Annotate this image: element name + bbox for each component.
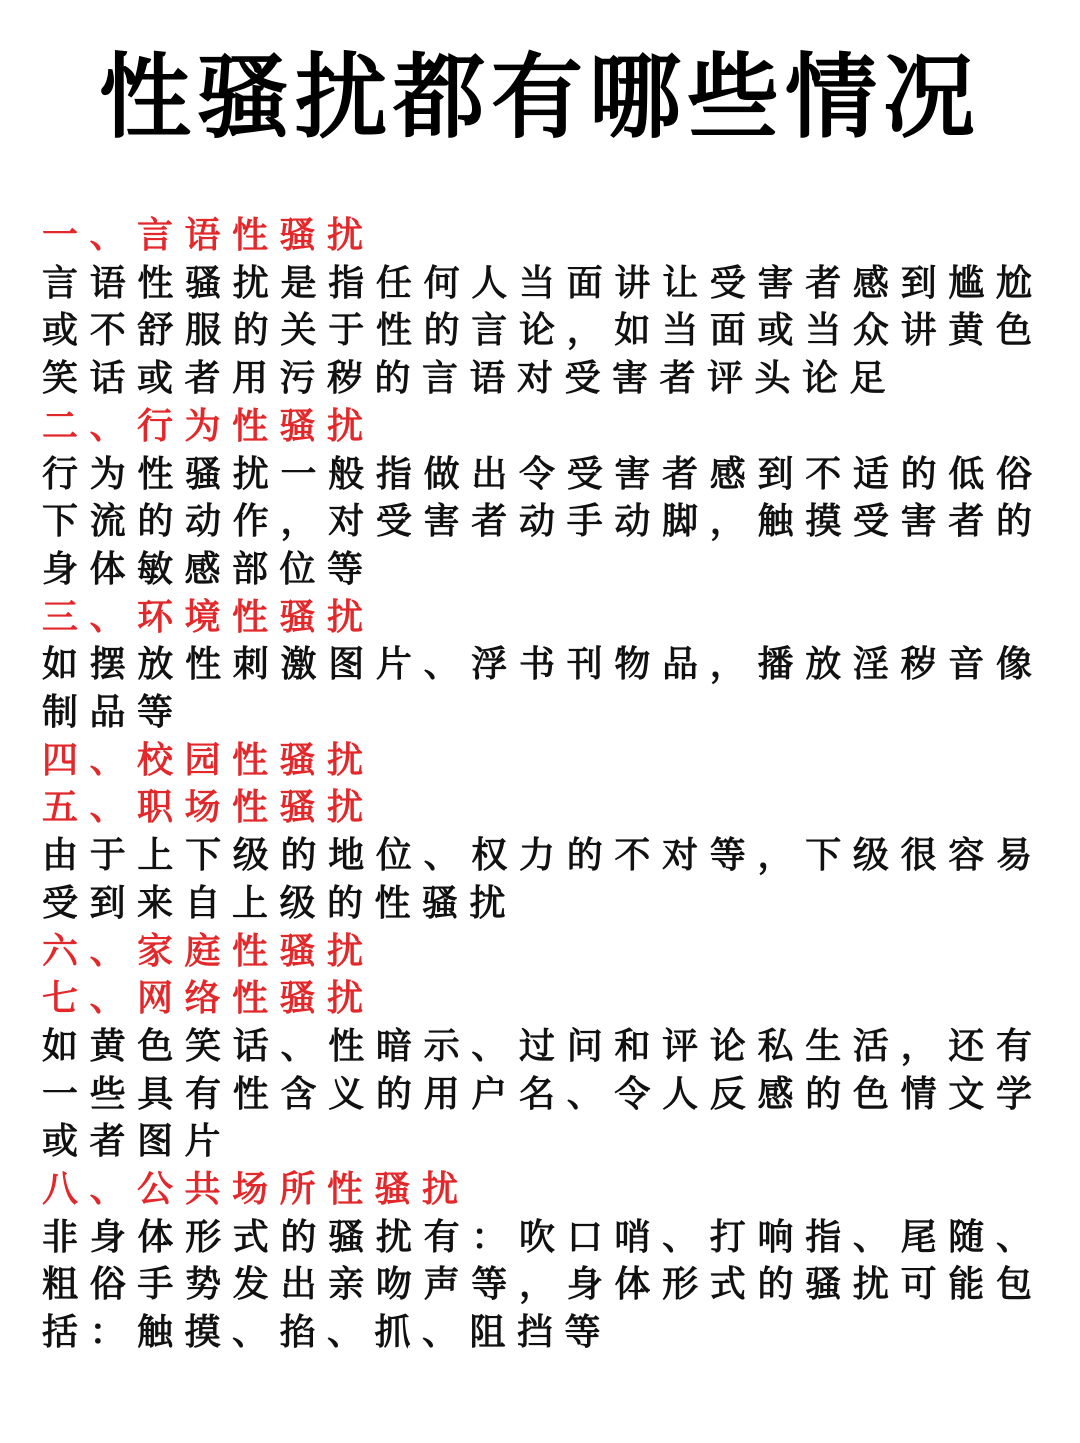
body-line: 括：触摸、掐、抓、阻挡等 xyxy=(42,1312,613,1354)
section-heading: 三、环境性骚扰 xyxy=(42,596,375,638)
section-environmental xyxy=(42,594,1042,737)
body-line: 言语性骚扰是指任何人当面讲让受害者感到尴尬 xyxy=(42,262,1032,304)
body-line: 行为性骚扰一般指做出令受害者感到不适的低俗 xyxy=(42,453,1032,495)
page-title: 性骚扰都有哪些情况 xyxy=(98,44,981,151)
body-line: 如黄色笑话、性暗示、过问和评论私生活，还有 xyxy=(42,1025,1032,1067)
section-heading: 四、校园性骚扰 xyxy=(42,739,375,781)
body-line: 身体敏感部位等 xyxy=(42,548,375,590)
section-workplace xyxy=(42,784,1042,927)
body-line: 如摆放性刺激图片、浮书刊物品，播放淫秽音像 xyxy=(42,644,1032,686)
body-line: 下流的动作，对受害者动手动脚，触摸受害者的 xyxy=(42,501,1032,543)
section-body xyxy=(42,451,1042,594)
section-body xyxy=(42,1214,1042,1357)
body-line: 制品等 xyxy=(42,692,185,734)
section-body xyxy=(42,641,1042,736)
body-line: 一些具有性含义的用户名、令人反感的色情文学 xyxy=(42,1073,1032,1115)
body-line: 由于上下级的地位、权力的不对等，下级很容易 xyxy=(42,835,1032,877)
body-line: 或不舒服的关于性的言论，如当面或当众讲黄色 xyxy=(42,310,1032,352)
body-line: 粗俗手势发出亲吻声等，身体形式的骚扰可能包 xyxy=(42,1264,1032,1306)
body-line: 非身体形式的骚扰有：吹口哨、打响指、尾随、 xyxy=(42,1216,1032,1258)
section-heading: 二、行为性骚扰 xyxy=(42,405,375,447)
section-verbal xyxy=(42,212,1042,403)
section-heading: 六、家庭性骚扰 xyxy=(42,930,375,972)
body-line: 笑话或者用污秽的言语对受害者评头论足 xyxy=(42,358,898,400)
section-public-places xyxy=(42,1166,1042,1357)
section-heading: 八、公共场所性骚扰 xyxy=(42,1169,470,1211)
section-body xyxy=(42,832,1042,927)
section-body xyxy=(42,260,1042,403)
section-campus xyxy=(42,737,1042,785)
section-heading: 七、网络性骚扰 xyxy=(42,978,375,1020)
section-heading: 一、言语性骚扰 xyxy=(42,215,375,256)
body-line: 或者图片 xyxy=(42,1121,233,1163)
section-behavioral xyxy=(42,403,1042,594)
section-body xyxy=(42,1023,1042,1166)
section-heading: 五、职场性骚扰 xyxy=(42,787,375,829)
section-online xyxy=(42,975,1042,1166)
article-content xyxy=(42,212,1042,1357)
body-line: 受到来自上级的性骚扰 xyxy=(42,882,518,924)
section-family xyxy=(42,928,1042,976)
